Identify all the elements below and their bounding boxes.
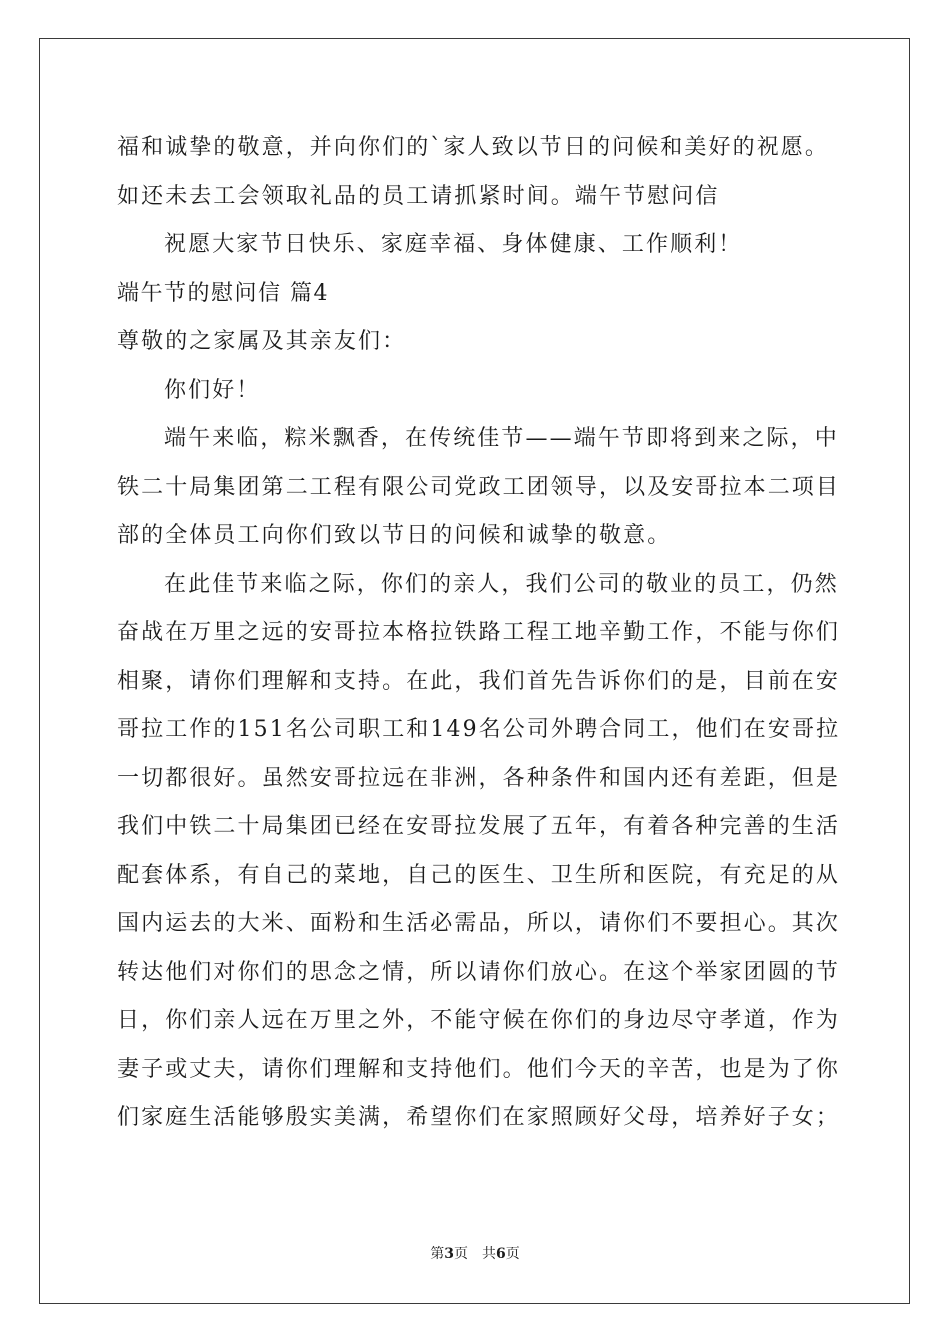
paragraph-line: 端午来临，粽米飘香，在传统佳节——端午节即将到来之际，中 [164,426,839,451]
paragraph-line: 一切都很好。虽然安哥拉远在非洲，各种条件和国内还有差距，但是 [117,765,841,791]
paragraph-line: 在此佳节来临之际，你们的亲人，我们公司的敬业的员工，仍然 [164,571,839,597]
paragraph-line: 相聚，请你们理解和支持。在此，我们首先告诉你们的是，目前在安 [117,668,841,694]
paragraph-line: 如还未去工会领取礼品的员工请抓紧时间。端午节慰问信 [117,183,720,209]
paragraph-line: 配套体系，有自己的菜地，自己的医生、卫生所和医院，有充足的从 [117,862,841,888]
page-prefix: 第 [430,1246,445,1262]
section-heading: 端午节的慰问信 篇4 [117,280,329,306]
greeting: 你们好！ [164,377,261,403]
salutation: 尊敬的之家属及其亲友们： [117,329,407,354]
document-body [117,124,841,1143]
paragraph-line: 哥拉工作的151名公司职工和149名公司外聘合同工，他们在安哥拉 [117,717,841,742]
paragraph-line: 妻子或丈夫，请你们理解和支持他们。他们今天的辛苦，也是为了你 [117,1056,841,1082]
paragraph-line: 奋战在万里之远的安哥拉本格拉铁路工程工地辛勤工作，不能与你们 [117,620,841,645]
page-suffix: 页 [454,1246,468,1262]
paragraph-line: 祝愿大家节日快乐、家庭幸福、身体健康、工作顺利！ [164,232,743,257]
total-suffix: 页 [505,1246,520,1262]
paragraph-line: 福和诚挚的敬意，并向你们的`家人致以节日的问候和美好的祝愿。 [117,135,830,160]
paragraph-line: 我们中铁二十局集团已经在安哥拉发展了五年，有着各种完善的生活 [117,814,841,839]
page-total: 6 [496,1246,506,1262]
paragraph-line: 转达他们对你们的思念之情，所以请你们放心。在这个举家团圆的节 [117,959,841,985]
page-current: 3 [444,1246,454,1262]
paragraph-line: 们家庭生活能够殷实美满，希望你们在家照顾好父母，培养好子女； [117,1105,841,1130]
paragraph-line: 部的全体员工向你们致以节日的问候和诚挚的敬意。 [117,523,672,548]
paragraph-line: 铁二十局集团第二工程有限公司党政工团领导，以及安哥拉本二项目 [117,474,841,500]
paragraph-line: 国内运去的大米、面粉和生活必需品，所以，请你们不要担心。其次 [117,911,841,936]
paragraph-line: 日，你们亲人远在万里之外，不能守候在你们的身边尽守孝道，作为 [117,1008,841,1033]
total-prefix: 共 [482,1246,496,1262]
page-footer [0,1243,950,1263]
